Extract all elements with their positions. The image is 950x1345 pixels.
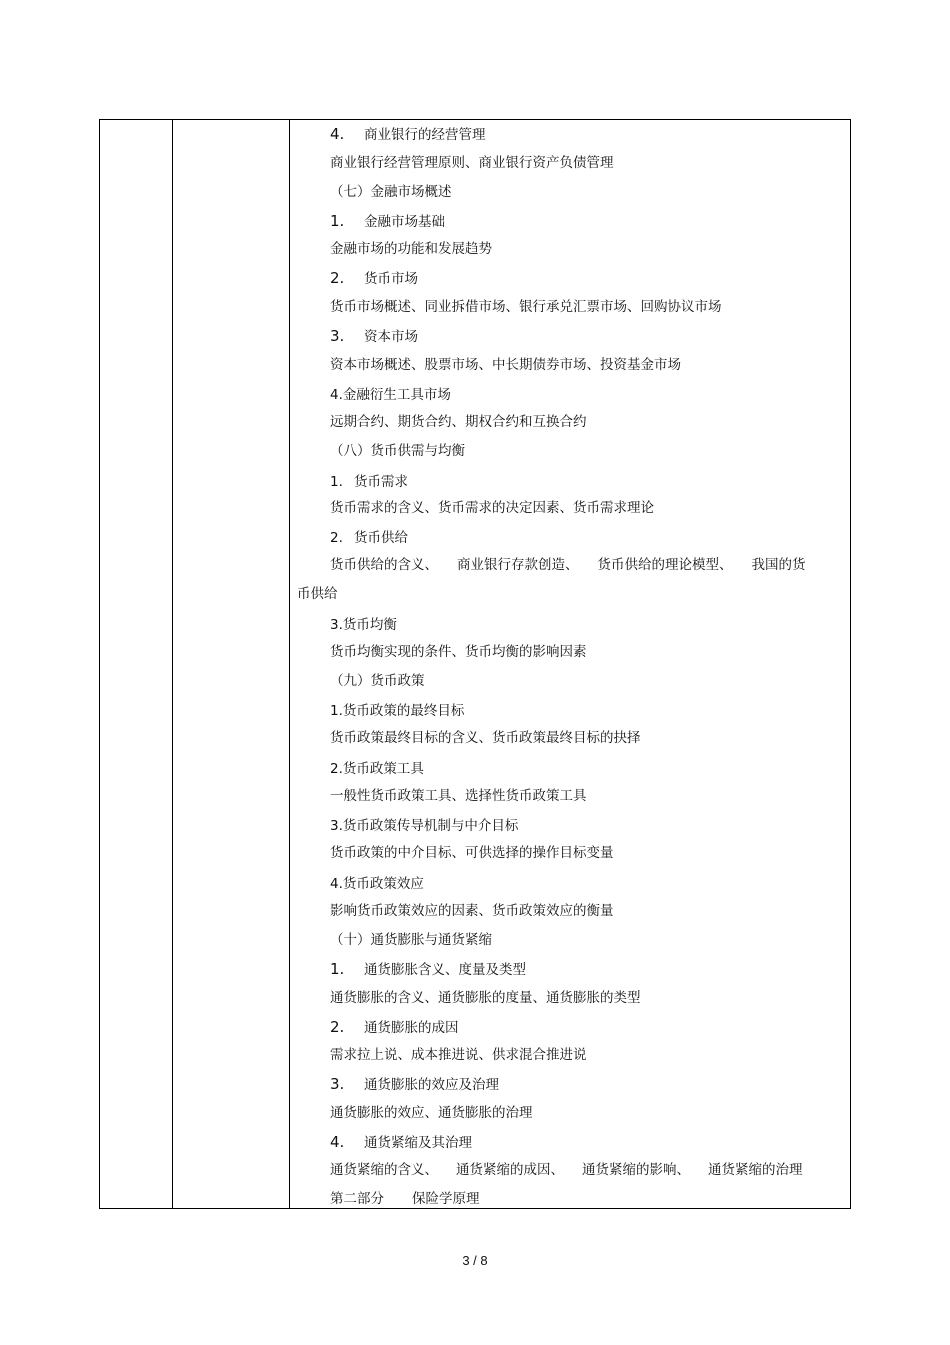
item-title: 资本市场 — [364, 329, 418, 345]
item-title: 通货膨胀的成因 — [364, 1020, 459, 1036]
content-line: 货币政策最终目标的含义、货币政策最终目标的抉择 — [330, 730, 641, 746]
text-segment: 通货紧缩的成因、 — [456, 1162, 564, 1178]
item-number: 1. — [330, 960, 345, 978]
content-line: 金融市场的功能和发展趋势 — [330, 241, 492, 257]
item-title: 货币市场 — [364, 271, 418, 287]
content-line-continued: 币供给 — [297, 586, 338, 602]
text-segment: 我国的货 — [751, 557, 806, 573]
heading-capital-market — [330, 327, 418, 346]
syllabus-table — [99, 119, 851, 1209]
item-title: 货币需求 — [354, 474, 408, 490]
section-heading-8: （八）货币供需与均衡 — [330, 443, 465, 459]
heading-money-supply — [330, 529, 408, 547]
heading-money-demand — [330, 473, 408, 491]
content-cell — [290, 120, 850, 1208]
item-number: 2. — [330, 269, 345, 287]
section-heading-7: （七）金融市场概述 — [330, 184, 452, 200]
text-segment: 货币供给的理论模型、 — [597, 557, 733, 573]
heading-inflation-definition — [330, 960, 526, 979]
heading-financial-market-basics — [330, 212, 445, 231]
item-title: 金融市场基础 — [364, 214, 445, 230]
item-number: 4. — [330, 1133, 345, 1151]
content-line: 通货膨胀的效应、通货膨胀的治理 — [330, 1105, 533, 1121]
item-title: 通货膨胀的效应及治理 — [364, 1077, 499, 1093]
heading-commercial-bank-management — [330, 125, 486, 144]
content-line: 通货膨胀的含义、通货膨胀的度量、通货膨胀的类型 — [330, 990, 641, 1006]
content-line: 货币需求的含义、货币需求的决定因素、货币需求理论 — [330, 500, 654, 516]
text-segment: 商业银行存款创造、 — [457, 557, 579, 573]
item-number: 1. — [330, 212, 345, 230]
content-line-justified — [330, 556, 806, 574]
heading-money-equilibrium: 3.货币均衡 — [330, 617, 397, 633]
content-line: 影响货币政策效应的因素、货币政策效应的衡量 — [330, 903, 614, 919]
item-title: 通货紧缩及其治理 — [364, 1135, 472, 1151]
page-number: 3 / 8 — [462, 1253, 488, 1268]
item-number: 2. — [330, 530, 343, 546]
content-line: 商业银行经营管理原则、商业银行资产负债管理 — [330, 155, 614, 171]
heading-money-market — [330, 269, 418, 288]
heading-deflation — [330, 1133, 472, 1152]
text-segment: 通货紧缩的含义、 — [330, 1162, 438, 1178]
content-line: 需求拉上说、成本推进说、供求混合推进说 — [330, 1047, 587, 1063]
heading-transmission: 3.货币政策传导机制与中介目标 — [330, 818, 519, 834]
part-title: 保险学原理 — [412, 1191, 480, 1207]
content-line-justified — [330, 1161, 803, 1179]
heading-inflation-effects — [330, 1075, 499, 1094]
content-line: 资本市场概述、股票市场、中长期债券市场、投资基金市场 — [330, 357, 681, 373]
item-title: 货币供给 — [354, 530, 408, 546]
item-title: 商业银行的经营管理 — [364, 127, 486, 143]
item-number: 1. — [330, 474, 343, 490]
heading-derivatives-market: 4.金融衍生工具市场 — [330, 387, 451, 403]
content-line: 货币均衡实现的条件、货币均衡的影响因素 — [330, 644, 587, 660]
text-segment: 通货紧缩的影响、 — [582, 1162, 690, 1178]
text-segment: 通货紧缩的治理 — [708, 1162, 803, 1178]
item-number: 4. — [330, 125, 345, 143]
part-number: 第二部分 — [330, 1191, 384, 1207]
item-number: 3. — [330, 1075, 345, 1093]
section-heading-10: （十）通货膨胀与通货紧缩 — [330, 932, 492, 948]
content-line: 货币市场概述、同业拆借市场、银行承兑汇票市场、回购协议市场 — [330, 299, 722, 315]
content-line: 一般性货币政策工具、选择性货币政策工具 — [330, 788, 587, 804]
content-line: 货币政策的中介目标、可供选择的操作目标变量 — [330, 845, 614, 861]
item-number: 2. — [330, 1018, 345, 1036]
item-title: 通货膨胀含义、度量及类型 — [364, 962, 526, 978]
part-heading — [330, 1190, 480, 1208]
heading-policy-tools: 2.货币政策工具 — [330, 761, 424, 777]
column-divider-1 — [172, 120, 173, 1208]
content-line: 远期合约、期货合约、期权合约和互换合约 — [330, 414, 587, 430]
text-segment: 货币供给的含义、 — [330, 557, 438, 573]
heading-policy-goals: 1.货币政策的最终目标 — [330, 703, 465, 719]
section-heading-9: （九）货币政策 — [330, 673, 425, 689]
heading-inflation-causes — [330, 1018, 459, 1037]
heading-policy-effect: 4.货币政策效应 — [330, 876, 424, 892]
item-number: 3. — [330, 327, 345, 345]
